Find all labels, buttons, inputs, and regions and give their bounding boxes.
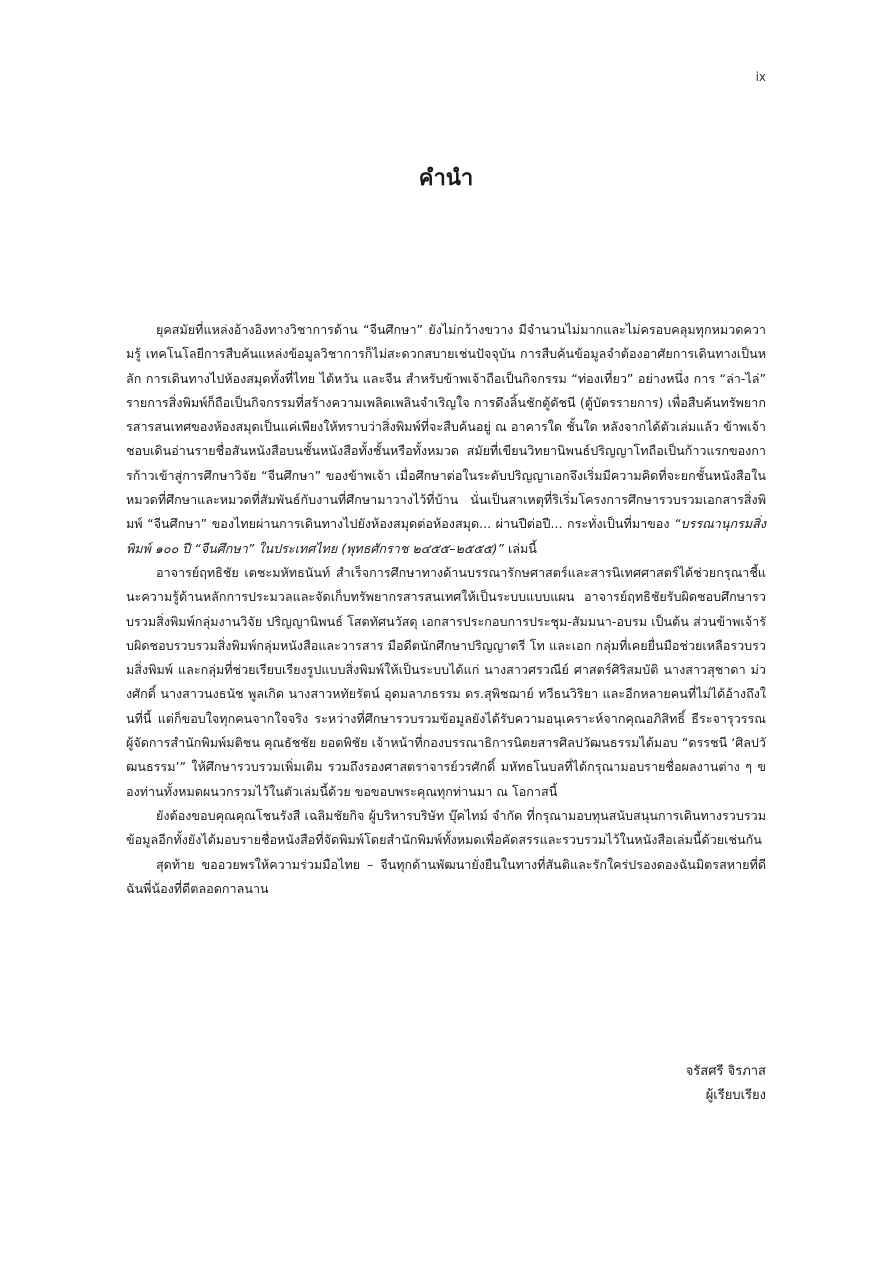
page-title: คำนำ xyxy=(418,166,474,191)
author-name: จรัสศรี จิรภาส xyxy=(685,1064,766,1079)
preface-body xyxy=(126,318,766,901)
paragraph-4-text: สุดท้าย ขออวยพรให้ความร่วมมือไทย – จีนทุกด้านพัฒนายั่งยืนในทางที่สันติและรักใคร่ปรองดองฉันมิตรสหายที่ดี ฉันพี่น้องที่ดีตลอดกาลนาน xyxy=(126,856,766,896)
paragraph-1-text: ยุคสมัยที่แหล่งอ้างอิงทางวิชาการด้าน “จีนศึกษา” ยังไม่กว้างขวาง มีจำนวนไม่มากและไม่ครอบคลุมทุกหมวดความรู้ เทคโนโลยีการสืบค้นแหล่งข้อมูลวิชาการก็ไม่สะดวกสบายเช่นปัจจุบัน การสืบค้นข้อมูลจำต้องอาศัยการเดินทางเป็นหลัก การเดินทางไปห้องสมุดทั้งที่ไทย ไต้หวัน และจีน สำหรับข้าพเจ้าถือเป็นกิจกรรม “ท่องเที่ยว” อย่างหนึ่ง การ “ล่า-ไล่” รายการสิ่งพิมพ์ก็ถือเป็นกิจกรรมที่สร้างความเพลิดเพลินจำเริญใจ การดึงลิ้นชักตู้ดัชนี (ตู้บัตรรายการ) เพื่อสืบค้นทรัพยากรสารสนเทศของห้องสมุดเป็นแค่เพียงให้ทราบว่าสิ่งพิมพ์ที่จะสืบค้นอยู่ ณ อาคารใด ชั้นใด หลังจากได้ตัวเล่มแล้ว ข้าพเจ้าชอบเดินอ่านรายชื่อสันหนังสือบนชั้นหนังสือทั้งชั้นหรือทั้งหมวด สมัยที่เขียนวิทยานิพนธ์ปริญญาโทถือเป็นก้าวแรกของการก้าวเข้าสู่การศึกษาวิจัย “จีนศึกษา” ของข้าพเจ้า เมื่อศึกษาต่อในระดับปริญญาเอกจึงเริ่มมีความคิดที่จะยกชั้นหนังสือในหมวดที่ศึกษาและหมวดที่สัมพันธ์กับงานที่ศึกษามาวางไว้ที่บ้าน นั่นเป็นสาเหตุที่ริเริ่มโครงการศึกษารวบรวมเอกสารสิ่งพิมพ์ “จีนศึกษา” ของไทยผ่านการเดินทางไปยังห้องสมุดต่อห้องสมุด... ผ่านปีต่อปี... กระทั่งเป็นที่มาของ xyxy=(126,322,766,532)
paragraph-3-text: ยังต้องขอบคุณคุณโชนรังสี เฉลิมชัยกิจ ผู้บริหารบริษัท บุ๊คไทม์ จำกัด ที่กรุณามอบทุนสนับสนุนการเดินทางรวบรวมข้อมูลอีกทั้งยังได้มอบรายชื่อหนังสือที่จัดพิมพ์โดยสำนักพิมพ์ทั้งหมดเพื่อคัดสรรและรวบรวมไว้ในหนังสือเล่มนี้ด้วยเช่นกัน xyxy=(126,807,766,848)
paragraph-1-tail: เล่มนี้ xyxy=(503,540,537,556)
paragraph-2 xyxy=(126,561,766,804)
paragraph-4 xyxy=(126,853,766,902)
paragraph-1 xyxy=(126,318,766,561)
author-role: ผู้เรียบเรียง xyxy=(705,1088,766,1103)
page-number: ix xyxy=(755,70,766,84)
signature-block xyxy=(686,1060,766,1108)
book-title-emphasis: “บรรณานุกรมสิ่งพิมพ์ ๑๐๐ ปี “จีนศึกษา” ในประเทศไทย (พุทธศักราช ๒๔๕๕–๒๕๕๕)” xyxy=(126,516,766,556)
paragraph-3 xyxy=(126,804,766,853)
paragraph-2-text: อาจารย์ฤทธิชัย เตชะมหัทธนันท์ สำเร็จการศึกษาทางด้านบรรณารักษศาสตร์และสารนิเทศศาสตร์ได้ช่วยกรุณาชี้แนะความรู้ด้านหลักการประมวลและจัดเก็บทรัพยากรสารสนเทศให้เป็นระบบแบบแผน อาจารย์ฤทธิชัยรับผิดชอบศึกษารวบรวมสิ่งพิมพ์กลุ่มงานวิจัย ปริญญานิพนธ์ โสตทัศนวัสดุ เอกสารประกอบการประชุม-สัมมนา-อบรม เป็นต้น ส่วนข้าพเจ้ารับผิดชอบรวบรวมสิ่งพิมพ์กลุ่มหนังสือและวารสาร มือดีตนักศึกษาปริญญาตรี โท และเอก กลุ่มที่เคยยื่นมือช่วยเหลือรวบรวมสิ่งพิมพ์ และกลุ่มที่ช่วยเรียบเรียงรูปแบบสิ่งพิมพ์ให้เป็นระบบได้แก่ นางสาวศรวณีย์ ศาสตร์ศิริสมบัติ นางสาวสุชาดา ม่วงศักดิ์ นางสาวนงธนัช พูลเกิด นางสาวหทัยรัตน์ อุดมลาภธรรม ดร.สุพิชฌาย์ ทวีธนวิริยา และอีกหลายคนที่ไม่ได้อ้างถึงในที่นี้ แต่ก็ขอบใจทุกคนจากใจจริง ระหว่างที่ศึกษารวบรวมข้อมูลยังได้รับความอนุเคราะห์จากคุณอภิสิทธิ์ ธีระจารุวรรณ ผู้จัดการสำนักพิมพ์มติชน คุณธัชชัย ยอดพิชัย เจ้าหน้าที่กองบรรณาธิการนิตยสารศิลปวัฒนธรรมได้มอบ “ดรรชนี ‘ศิลปวัฒนธรรม’” ให้ศึกษารวบรวมเพิ่มเติม รวมถึงรองศาสตราจารย์วรศักดิ์ มหัทธโนบลที่ได้กรุณามอบรายชื่อผลงานต่าง ๆ ของท่านทั้งหมดผนวกรวมไว้ในตัวเล่มนี้ด้วย ขอขอบพระคุณทุกท่านมา ณ โอกาสนี้ xyxy=(126,564,766,799)
